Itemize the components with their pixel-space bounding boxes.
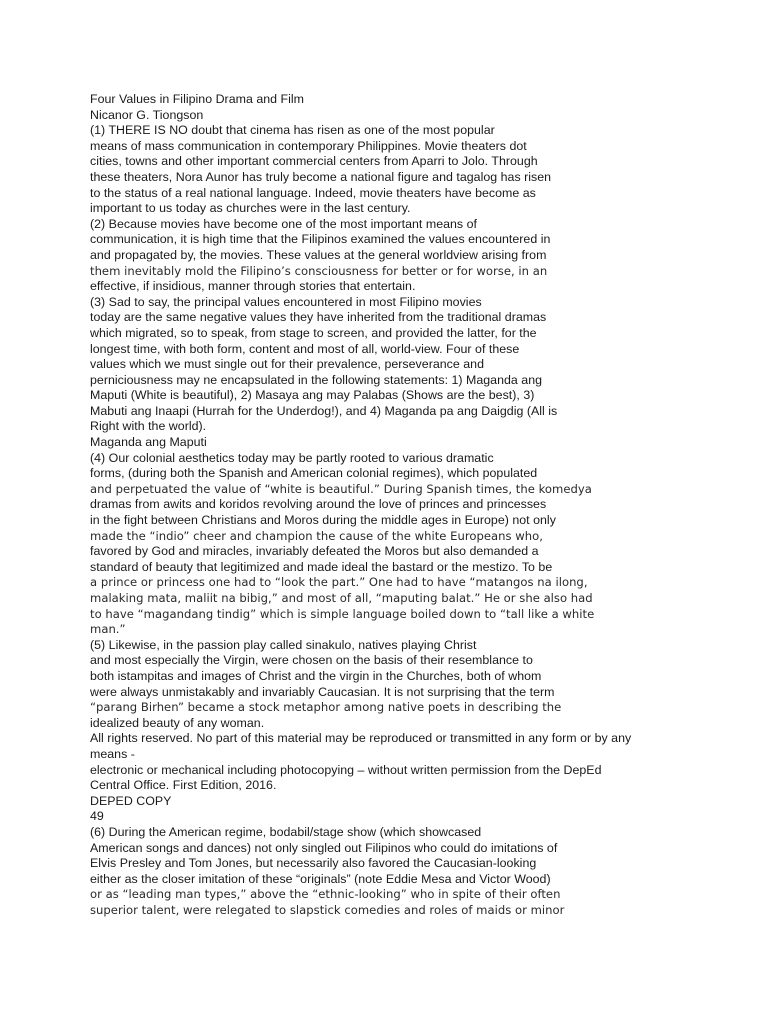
- text-line: Elvis Presley and Tom Jones, but necessarily also favored the Caucasian-looking: [90, 856, 537, 871]
- text-line: and most especially the Virgin, were chosen on the basis of their resemblance to: [90, 653, 533, 668]
- text-line: forms, (during both the Spanish and American colonial regimes), which populated: [90, 466, 538, 481]
- text-line: or as “leading man types,” above the “ethnic-looking” who in spite of their often: [90, 887, 561, 902]
- text-line: and perpetuated the value of “white is beautiful.” During Spanish times, the komedya: [90, 481, 592, 496]
- text-line: effective, if insidious, manner through stories that entertain.: [90, 279, 416, 294]
- text-line: longest time, with both form, content and most of all, world-view. Four of these: [90, 341, 520, 356]
- text-line: Maputi (White is beautiful), 2) Masaya ang may Palabas (Shows are the best), 3): [90, 388, 535, 403]
- text-line: 49: [90, 809, 104, 824]
- text-line: Right with the world).: [90, 419, 207, 434]
- document-page: [90, 92, 710, 918]
- text-line: (3) Sad to say, the principal values encountered in most Filipino movies: [90, 294, 482, 309]
- text-line: perniciousness may ne encapsulated in the following statements: 1) Maganda ang: [90, 372, 543, 387]
- text-line: them inevitably mold the Filipino’s consciousness for better or for worse, in an: [90, 263, 548, 278]
- text-line: which migrated, so to speak, from stage to screen, and provided the latter, for the: [90, 325, 537, 340]
- text-line: favored by God and miracles, invariably defeated the Moros but also demanded a: [90, 544, 539, 559]
- text-line: in the fight between Christians and Moros during the middle ages in Europe) not only: [90, 513, 556, 528]
- text-line: idealized beauty of any woman.: [90, 715, 265, 730]
- text-line: dramas from awits and koridos revolving around the love of princes and princesses: [90, 497, 547, 512]
- text-line: electronic or mechanical including photocopying – without written permission from the DepEd: [90, 762, 602, 777]
- text-line: Mabuti ang Inaapi (Hurrah for the Underdog!), and 4) Maganda pa ang Daigdig (All is: [90, 403, 558, 418]
- text-line: malaking mata, maliit na bibig,” and most of all, “maputing balat.” He or she also had: [90, 591, 593, 605]
- text-line: these theaters, Nora Aunor has truly become a national figure and tagalog has risen: [90, 169, 552, 184]
- text-line: means of mass communication in contemporary Philippines. Movie theaters dot: [90, 138, 527, 153]
- text-line: to the status of a real national language. Indeed, movie theaters have become as: [90, 185, 536, 200]
- text-line: “parang Birhen” became a stock metaphor among native poets in describing the: [90, 700, 562, 715]
- text-line: to have “magandang tindig” which is simple language boiled down to “tall like a white: [90, 606, 595, 621]
- text-line: communication, it is high time that the Filipinos examined the values encountered in: [90, 232, 551, 247]
- document-body: [90, 123, 710, 918]
- text-line: man.”: [90, 622, 126, 637]
- text-line: means -: [90, 746, 135, 761]
- text-line: important to us today as churches were in the last century.: [90, 201, 411, 216]
- text-line: a prince or princess one had to “look the part.” One had to have “matangos na ilong,: [90, 575, 588, 590]
- text-line: (2) Because movies have become one of the most important means of: [90, 216, 477, 231]
- document-title: Four Values in Filipino Drama and Film: [90, 92, 305, 106]
- document-author: Nicanor G. Tiongson: [90, 107, 204, 122]
- text-line: Central Office. First Edition, 2016.: [90, 778, 277, 793]
- text-line: values which we must single out for their prevalence, perseverance and: [90, 357, 484, 372]
- text-line: DEPED COPY: [90, 793, 172, 808]
- text-line: either as the closer imitation of these “originals” (note Eddie Mesa and Victor Wood): [90, 871, 551, 886]
- text-line: (4) Our colonial aesthetics today may be partly rooted to various dramatic: [90, 450, 494, 465]
- text-line: both istampitas and images of Christ and the virgin in the Churches, both of whom: [90, 668, 542, 683]
- text-line: American songs and dances) not only singled out Filipinos who could do imitations of: [90, 840, 558, 855]
- text-line: (6) During the American regime, bodabil/stage show (which showcased: [90, 824, 482, 839]
- text-line: Maganda ang Maputi: [90, 435, 207, 450]
- text-line: (1) THERE IS NO doubt that cinema has risen as one of the most popular: [90, 123, 495, 138]
- text-line: All rights reserved. No part of this material may be reproduced or transmitted in any form or by any: [90, 731, 632, 746]
- text-line: were always unmistakably and invariably Caucasian. It is not surprising that the term: [90, 684, 555, 699]
- text-line: and propagated by, the movies. These values at the general worldview arising from: [90, 247, 547, 262]
- text-line: made the “indio” cheer and champion the cause of the white Europeans who,: [90, 528, 543, 543]
- text-line: standard of beauty that legitimized and made ideal the bastard or the mestizo. To be: [90, 559, 553, 574]
- text-line: (5) Likewise, in the passion play called sinakulo, natives playing Christ: [90, 637, 477, 652]
- text-line: cities, towns and other important commercial centers from Aparri to Jolo. Through: [90, 154, 538, 169]
- text-line: today are the same negative values they have inherited from the traditional dramas: [90, 310, 547, 325]
- text-line: superior talent, were relegated to slapstick comedies and roles of maids or minor: [90, 902, 565, 917]
